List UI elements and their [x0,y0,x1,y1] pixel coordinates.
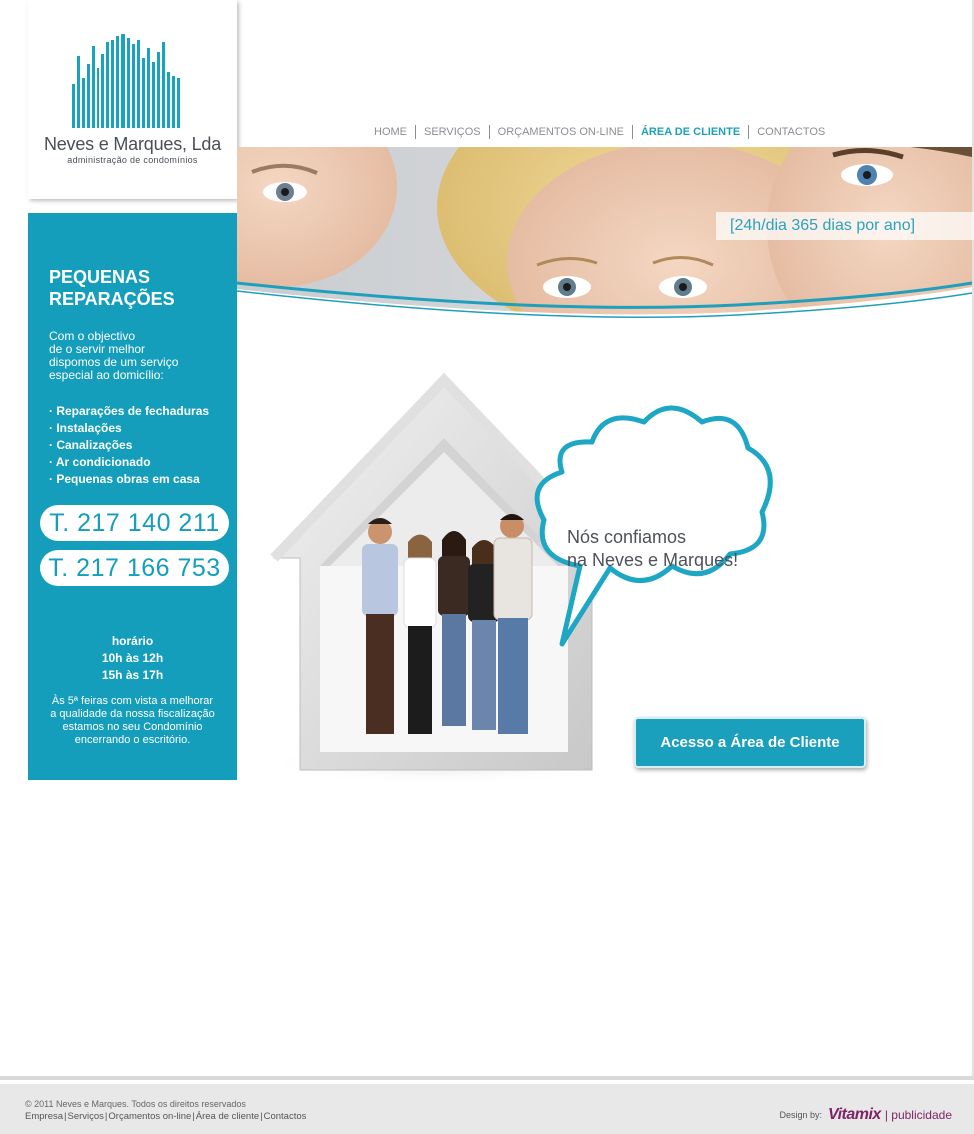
main-nav [366,124,833,140]
phone-1[interactable]: T. 217 140 211 [40,505,229,541]
footer-link-empresa[interactable]: Empresa [25,1111,64,1122]
separator: | [104,1111,108,1122]
family-figures [362,514,532,734]
logo-bars-icon [72,34,182,128]
nav-home[interactable]: HOME [374,126,407,138]
footer-link-servicos[interactable]: Serviços [67,1111,104,1122]
note-line: estamos no seu Condomínio [62,721,203,733]
tagline-text: [24h/dia 365 dias por ano] [730,217,916,234]
hours-label: horário [111,634,154,648]
nav-area-cliente[interactable]: ÁREA DE CLIENTE [632,125,748,139]
nav-orcamentos[interactable]: ORÇAMENTOS ON-LINE [489,125,632,139]
vitamix-logo: Vitamix [828,1106,881,1123]
company-subtitle: administração de condomínios [67,155,198,165]
service-item: · Ar condicionado [49,455,151,469]
footer-link-contactos[interactable]: Contactos [263,1111,307,1122]
design-label: Design by: [779,1110,822,1120]
note-line: Às 5ª feiras com vista a melhorar [51,695,214,707]
designer-credit[interactable] [779,1106,952,1124]
opening-hours [28,633,237,684]
thursday-note [36,695,229,747]
bubble-line2: na Neves e Marques! [567,550,739,570]
services-list [49,403,209,488]
separator: | [260,1111,263,1122]
intro-line: especial ao domicílio: [49,368,164,382]
copyright: © 2011 Neves e Marques. Todos os direitos reservados [25,1099,246,1109]
client-area-button[interactable]: Acesso a Área de Cliente [634,717,866,768]
footer-link-orcamentos[interactable]: Orçamentos on-line [108,1111,192,1122]
intro-line: Com o objectivo [49,329,136,343]
bubble-line1: Nós confiamos [567,527,687,547]
hours-morning: 10h às 12h [101,651,164,665]
hours-afternoon: 15h às 17h [101,668,164,682]
separator: | [64,1111,67,1122]
company-name: Neves e Marques, Lda [43,134,222,154]
designer-suffix: | publicidade [884,1108,952,1122]
service-item: · Instalações [49,421,122,435]
intro-line: de o servir melhor [49,342,146,356]
service-item: · Canalizações [49,438,133,452]
hero-tagline [716,212,974,240]
sidebar-title [49,266,175,310]
footer [0,1084,974,1134]
service-item: · Pequenas obras em casa [49,472,200,486]
service-item: · Reparações de fechaduras [49,404,210,418]
sidebar-intro [49,330,219,382]
intro-line: dispomos de um serviço [49,355,179,369]
footer-link-area-cliente[interactable]: Área de cliente [195,1111,260,1122]
phone-2[interactable]: T. 217 166 753 [40,550,229,586]
note-line: encerrando o escritório. [74,734,191,746]
note-line: a qualidade da nossa fiscalização [50,708,215,720]
nav-servicos[interactable]: SERVIÇOS [415,125,489,139]
logo[interactable] [28,0,237,199]
sidebar-title-line2: REPARAÇÕES [49,289,175,309]
separator: | [192,1111,195,1122]
sidebar-title-line1: PEQUENAS [49,267,151,287]
speech-bubble-text [567,526,738,572]
footer-links [25,1111,306,1122]
nav-contactos[interactable]: CONTACTOS [748,125,833,139]
sidebar-repairs [28,213,237,780]
